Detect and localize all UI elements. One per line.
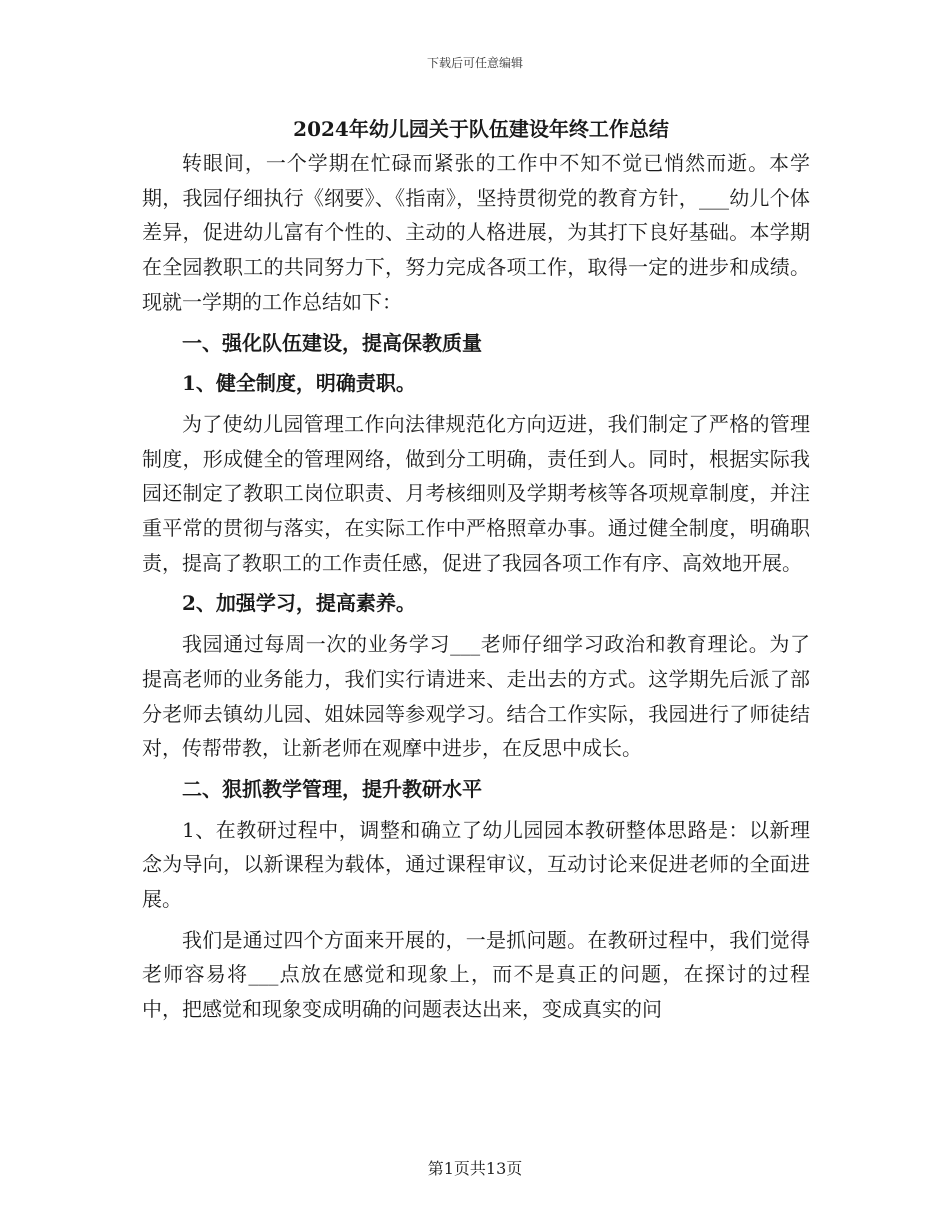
section-2-paragraph-1: 1、在教研过程中，调整和确立了幼儿园园本教研整体思路是：以新理念为导向，以新课程为载体，通过课程审议，互动讨论来促进老师的全面进展。 (142, 817, 810, 912)
document-body (142, 112, 810, 1027)
section-2-paragraph-2: 我们是通过四个方面来开展的，一是抓问题。在教研过程中，我们觉得老师容易将___点放在感觉和现象上，而不是真正的问题，在探讨的过程中，把感觉和现象变成明确的问题表达出来，变成真实的问 (142, 927, 810, 1022)
download-note: 下载后可任意编辑 (426, 56, 523, 70)
document-title: 2024年幼儿园关于队伍建设年终工作总结 (293, 117, 669, 141)
subsection-2-paragraph: 我园通过每周一次的业务学习___老师仔细学习政治和教育理论。为了提高老师的业务能力，我们实行请进来、走出去的方式。这学期先后派了部分老师去镇幼儿园、姐妹园等参观学习。结合工作实际，我园进行了师徒结对，传帮带教，让新老师在观摩中进步，在反思中成长。 (142, 632, 810, 761)
page-number: 第1页共13页 (427, 1159, 523, 1178)
subsection-1-paragraph: 为了使幼儿园管理工作向法律规范化方向迈进，我们制定了严格的管理制度，形成健全的管理网络，做到分工明确，责任到人。同时，根据实际我园还制定了教职工岗位职责、月考核细则及学期考核等各项规章制度，并注重平常的贯彻与落实，在实际工作中严格照章办事。通过健全制度，明确职责，提高了教职工的工作责任感，促进了我园各项工作有序、高效地开展。 (142, 411, 810, 575)
intro-paragraph: 转眼间，一个学期在忙碌而紧张的工作中不知不觉已悄然而逝。本学期，我园仔细执行《纲要》、《指南》，坚持贯彻党的教育方针，___幼儿个体差异，促进幼儿富有个性的、主动的人格进展，为其打下良好基础。本学期在全园教职工的共同努力下，努力完成各项工作，取得一定的进步和成绩。现就一学期的工作总结如下： (142, 151, 810, 314)
subsection-heading-1: 1、健全制度，明确责职。 (182, 371, 416, 396)
section-heading-2: 二、狠抓教学管理，提升教研水平 (182, 776, 482, 801)
section-heading-1: 一、强化队伍建设，提高保教质量 (182, 330, 482, 355)
subsection-heading-2: 2、加强学习，提高素养。 (182, 591, 416, 616)
